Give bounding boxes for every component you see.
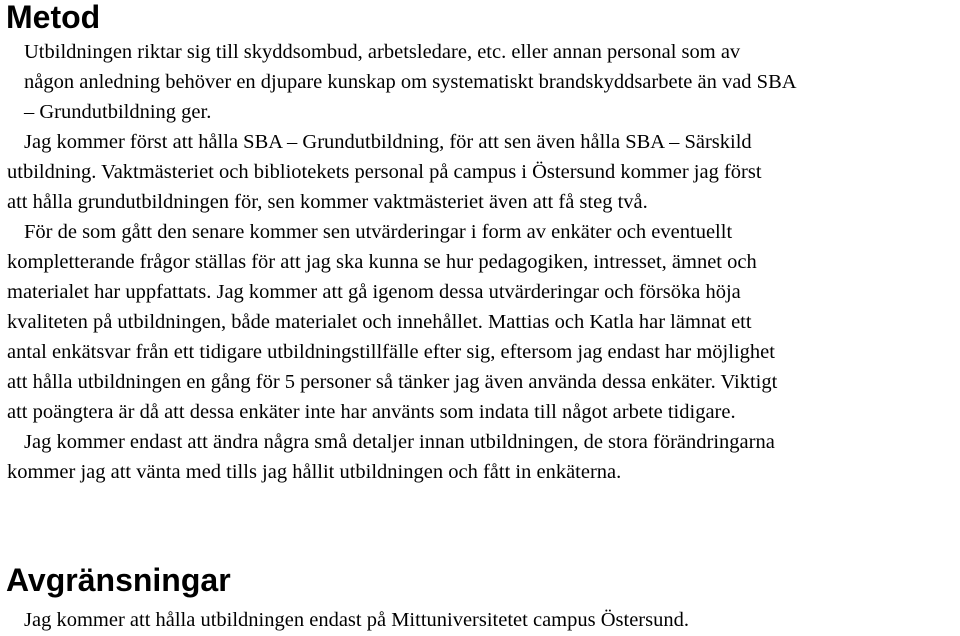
text-line: kvaliteten på utbildningen, både materialet och innehållet. Mattias och Katla har lämnat ett — [7, 311, 752, 333]
text-line: Jag kommer att hålla utbildningen endast på Mittuniversitetet campus Östersund. — [24, 609, 689, 631]
text-line: För de som gått den senare kommer sen utvärderingar i form av enkäter och eventuellt — [24, 221, 733, 243]
text-line: antal enkätsvar från ett tidigare utbildningstillfälle efter sig, eftersom jag endast har möjlighet — [7, 341, 775, 363]
paragraph — [7, 605, 957, 635]
section-heading-avgransningar: Avgränsningar — [6, 562, 231, 598]
section-body-metod — [7, 37, 957, 487]
text-line: att hålla utbildningen en gång för 5 personer så tänker jag även använda dessa enkäter. Viktigt — [7, 371, 778, 393]
text-line: kompletterande frågor ställas för att jag ska kunna se hur pedagogiken, intresset, ämnet och — [7, 251, 757, 273]
text-line: att hålla grundutbildningen för, sen kommer vaktmästeriet även att få steg två. — [7, 191, 648, 213]
text-line: – Grundutbildning ger. — [24, 101, 212, 123]
text-line: Utbildningen riktar sig till skyddsombud, arbetsledare, etc. eller annan personal som av — [24, 41, 741, 63]
text-line: kommer jag att vänta med tills jag hållit utbildningen och fått in enkäterna. — [7, 461, 622, 483]
text-line: utbildning. Vaktmästeriet och bibliotekets personal på campus i Östersund kommer jag först — [7, 161, 762, 183]
section-body-avgransningar — [7, 605, 957, 635]
paragraph — [7, 157, 957, 217]
text-line: någon anledning behöver en djupare kunskap om systematiskt brandskyddsarbete än vad SBA — [24, 71, 797, 93]
paragraph — [7, 427, 957, 487]
text-line: materialet har uppfattats. Jag kommer att gå igenom dessa utvärderingar och försöka höja — [7, 281, 741, 303]
text-line: Jag kommer först att hålla SBA – Grundutbildning, för att sen även hålla SBA – Särskild — [24, 131, 752, 153]
text-line: Jag kommer endast att ändra några små detaljer innan utbildningen, de stora förändringarna — [24, 431, 775, 453]
text-line: att poängtera är då att dessa enkäter inte har använts som indata till något arbete tidigare. — [7, 401, 736, 423]
paragraph — [7, 37, 957, 157]
paragraph — [7, 217, 957, 427]
section-heading-metod: Metod — [6, 0, 101, 35]
